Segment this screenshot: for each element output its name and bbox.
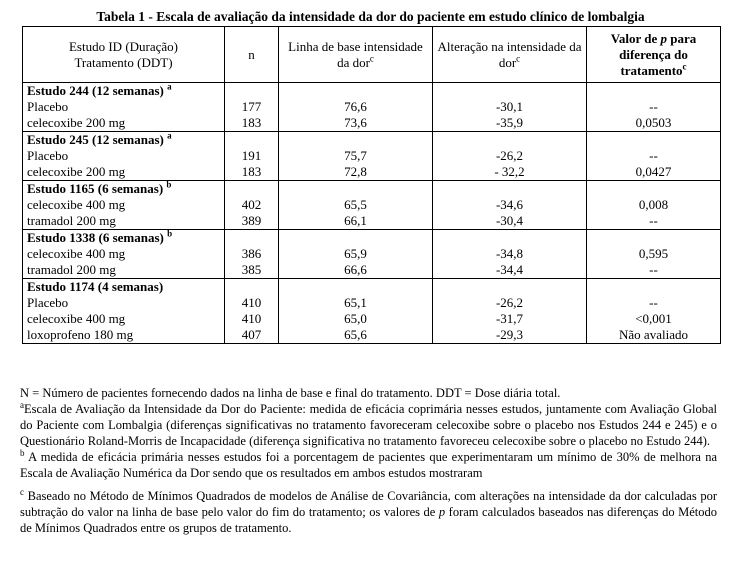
header-change: Alteração na intensidade da dor$^c$ [433,27,587,83]
footnote-c: $^c$ Baseado no Método de Mínimos Quadrados de modelos de Análise de Covariância, com alterações na intensidade da dor calculadas por subtração do valor na linha de base pelo valor do fim do tratamento; os valores de p foram calculados baseados nas diferenças do Método de Mínimos Quadrados entre os grupos de tratamento. [20,486,717,535]
n-value: 389 [241,213,262,228]
baseline-cell [279,132,433,181]
change-cell [433,83,587,132]
footnote-a: $^a$Escala de Avaliação da Intensidade da Dor do Paciente: medida de eficácia coprimária nesses estudos, juntamente com Avaliação Global do Paciente com Lombalgia (diferenças significativas no tratamento favoreceram celecoxibe sobre o placebo nos Estudos 244 e 245) e o Questionário Roland-Morris de Incapacidade (diferença significativa no tratamento favoreceu celecoxibe sobre o placebo no Estudo 244). [20,399,717,448]
treatment-cell [23,230,225,279]
baseline-value: 75,7 [344,148,367,163]
baseline-value: 65,5 [344,197,367,212]
n-value: 183 [241,115,262,130]
n-value: 410 [241,311,262,326]
treatment-label: Placebo [27,99,69,114]
pvalue-cell [587,83,721,132]
n-value: 191 [241,148,262,163]
header-row [23,27,721,83]
study-group [23,279,721,344]
treatment-label: tramadol 200 mg [27,213,116,228]
pvalue-value: -- [649,295,658,310]
study-group [23,83,721,132]
study-title: Estudo 244 (12 semanas) $^a$ [27,81,172,98]
footnotes [20,385,717,536]
baseline-cell [279,279,433,344]
change-cell [433,181,587,230]
treatment-label: celecoxibe 400 mg [27,246,126,261]
footnote-b: $^b$ A medida de eficácia primária nesses estudos foi a porcentagem de pacientes que experimentaram um mínimo de 30% de melhora na Escala de Avaliação Numérica da Dor sendo que os resultados em ambos estudos mostraram [20,447,717,480]
treatment-label: celecoxibe 200 mg [27,164,126,179]
change-value: -35,9 [495,115,524,130]
n-cell [225,132,279,181]
header-pvalue: Valor de p para diferença do tratamento$^c$ [587,27,721,83]
treatment-label: celecoxibe 200 mg [27,115,126,130]
baseline-value: 66,1 [344,213,367,228]
study-title: Estudo 1165 (6 semanas) $^b$ [27,179,172,196]
n-value: 183 [241,164,262,179]
change-value: -29,3 [495,327,524,342]
change-value: -34,4 [495,262,524,277]
n-value: 402 [241,197,262,212]
treatment-cell [23,279,225,344]
change-value: -34,6 [495,197,524,212]
change-value: -30,1 [495,99,524,114]
n-value: 386 [241,246,262,261]
pvalue-value: -- [649,213,658,228]
treatment-label: celecoxibe 400 mg [27,197,126,212]
n-value: 407 [241,327,262,342]
baseline-value: 65,6 [344,327,367,342]
baseline-value: 72,8 [344,164,367,179]
pvalue-cell [587,132,721,181]
treatment-label: Placebo [27,295,69,310]
pvalue-cell [587,279,721,344]
treatment-label: tramadol 200 mg [27,262,116,277]
pvalue-value: <0,001 [635,311,672,326]
n-cell [225,279,279,344]
study-group [23,230,721,279]
change-cell [433,132,587,181]
pvalue-cell [587,230,721,279]
study-title: Estudo 1174 (4 semanas) [27,279,164,294]
pvalue-value: -- [649,262,658,277]
n-cell [225,181,279,230]
pain-scale-table [22,26,721,344]
study-group [23,181,721,230]
pvalue-value: 0,0503 [635,115,672,130]
change-cell [433,230,587,279]
footnote-n: N = Número de pacientes fornecendo dados na linha de base e final do tratamento. DDT = Dose diária total. [20,386,561,400]
baseline-value: 65,0 [344,311,367,326]
baseline-value: 65,9 [344,246,367,261]
pvalue-value: -- [649,148,658,163]
change-value: -31,7 [495,311,524,326]
table-title: Tabela 1 - Escala de avaliação da intensidade da dor do paciente em estudo clínico de lombalgia [96,9,645,24]
change-cell [433,279,587,344]
treatment-label: loxoprofeno 180 mg [27,327,134,342]
treatment-cell [23,132,225,181]
pvalue-cell [587,181,721,230]
treatment-cell [23,181,225,230]
n-value: 177 [241,99,262,114]
pvalue-value: Não avaliado [619,327,688,342]
pvalue-value: -- [649,99,658,114]
baseline-value: 73,6 [344,115,367,130]
header-baseline: Linha de base intensidade da dor$^c$ [279,27,433,83]
treatment-label: Placebo [27,148,69,163]
change-value: -34,8 [495,246,524,261]
n-value: 410 [241,295,262,310]
n-value: 385 [241,262,262,277]
change-value: - 32,2 [494,164,525,179]
baseline-value: 66,6 [344,262,367,277]
baseline-value: 65,1 [344,295,367,310]
pvalue-value: 0,595 [638,246,669,261]
header-study: Estudo ID (Duração) Tratamento (DDT) [23,27,225,83]
baseline-cell [279,230,433,279]
table-body [23,83,721,344]
change-value: -30,4 [495,213,524,228]
baseline-cell [279,181,433,230]
treatment-cell [23,83,225,132]
study-title: Estudo 245 (12 semanas) $^a$ [27,130,172,147]
change-value: -26,2 [495,295,524,310]
n-cell [225,83,279,132]
n-cell [225,230,279,279]
header-n: n [225,27,279,83]
treatment-label: celecoxibe 400 mg [27,311,126,326]
baseline-cell [279,83,433,132]
study-group [23,132,721,181]
study-title: Estudo 1338 (6 semanas) $^b$ [27,228,173,245]
pvalue-value: 0,008 [638,197,669,212]
baseline-value: 76,6 [344,99,367,114]
pvalue-value: 0,0427 [635,164,672,179]
change-value: -26,2 [495,148,524,163]
